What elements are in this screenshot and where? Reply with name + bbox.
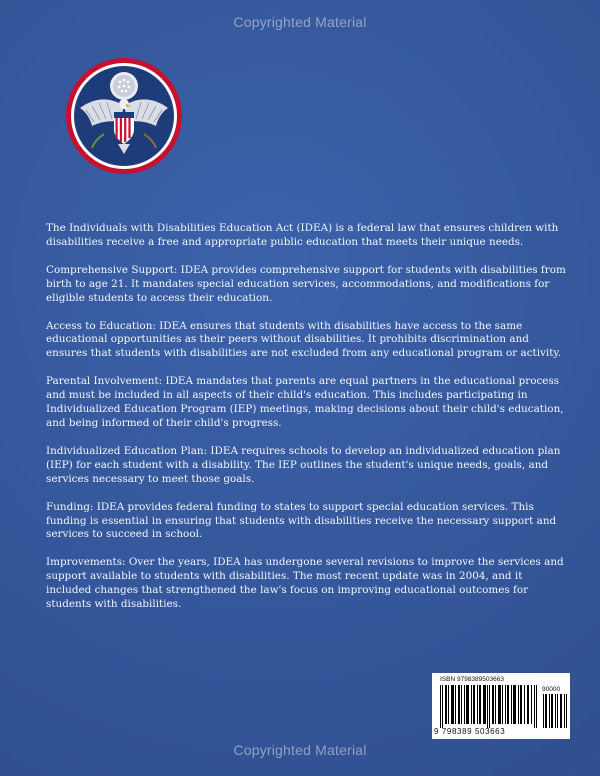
- paragraph-comprehensive-support: Comprehensive Support: IDEA provides comprehensive support for students with disabilities from birth to age 21. It mandates special education services, accommodations, and modifications for eligible students to access their education.: [46, 263, 566, 304]
- isbn-barcode: [432, 673, 570, 739]
- barcode-addon-bars-icon: [542, 694, 568, 728]
- paragraph-intro: The Individuals with Disabilities Education Act (IDEA) is a federal law that ensures children with disabilities receive a free and appropriate public education that meets their unique needs.: [46, 222, 559, 248]
- watermark-top: Copyrighted Material: [233, 14, 367, 30]
- paragraph-access-to-education: Access to Education: IDEA ensures that students with disabilities have access to the same educational opportunities as their peers without disabilities. It prohibits discrimination and ensures that students with disabilities are not excluded from any educational program or activity.: [46, 319, 562, 360]
- great-seal-eagle-icon: [64, 56, 184, 176]
- description-text: [46, 222, 566, 626]
- barcode-addon-number: 90000: [542, 686, 561, 693]
- watermark-bottom: Copyrighted Material: [233, 742, 367, 758]
- paragraph-funding: Funding: IDEA provides federal funding to states to support special education services. This funding is essential in ensuring that students with disabilities receive the necessary support and services to succeed in school.: [46, 500, 557, 541]
- paragraph-parental-involvement: Parental Involvement: IDEA mandates that parents are equal partners in the educational process and must be included in all aspects of their child's education. This includes participating in Individualized Education Program (IEP) meetings, making decisions about their child's education, and being informed of their child's progress.: [46, 375, 564, 429]
- paragraph-iep: Individualized Education Plan: IDEA requires schools to develop an individualized education plan (IEP) for each student with a disability. The IEP outlines the student's unique needs, goals, and services necessary to meet those goals.: [46, 444, 561, 485]
- isbn-label: ISBN 9798389503663: [440, 676, 504, 683]
- paragraph-improvements: Improvements: Over the years, IDEA has undergone several revisions to improve the services and support available to students with disabilities. The most recent update was in 2004, and it included changes that strengthened the law's focus on improving educational outcomes for students with disabilities.: [46, 556, 564, 611]
- barcode-bars-icon: [439, 685, 539, 728]
- isbn-digits: 9 798389 503663: [434, 727, 506, 736]
